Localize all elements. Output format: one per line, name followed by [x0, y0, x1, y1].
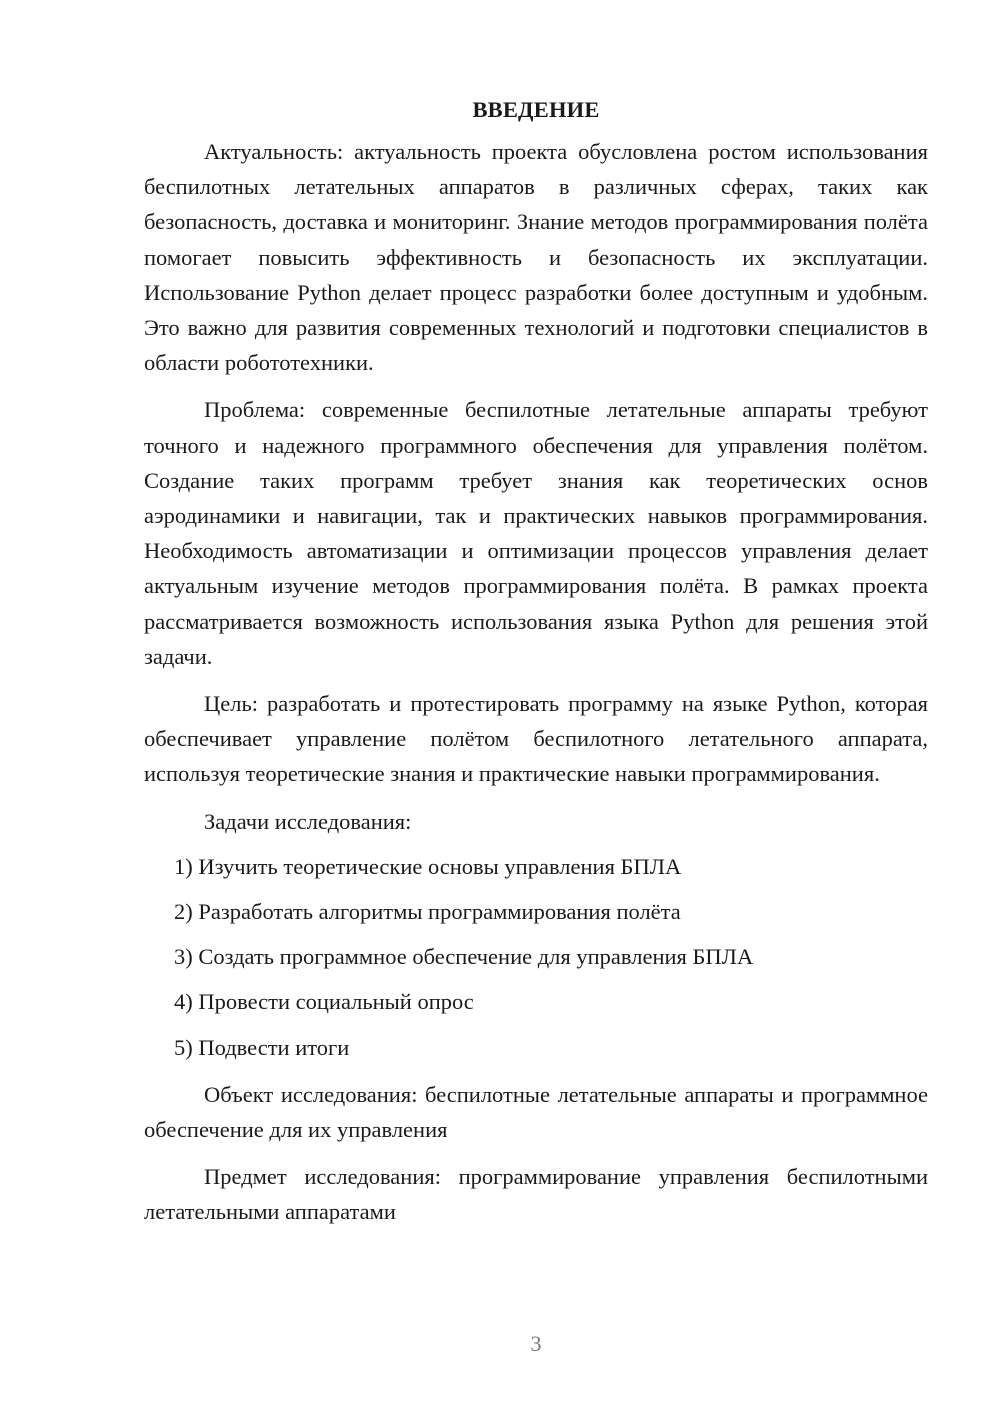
list-item: 2) Разработать алгоритмы программирования полёта [174, 899, 681, 925]
problem-paragraph: Проблема: современные беспилотные летательные аппараты требуют точного и надежного программного обеспечения для управления полётом. Создание таких программ требует знания как теоретических основ аэродинамики и навигации, так и практических навыков программирования. Необходимость автоматизации и оптимизации процессов управления делает актуальным изучение методов программирования полёта. В рамках проекта рассматривается возможность использования языка Python для решения этой задачи. [144, 397, 928, 669]
page-number: 3 [530, 1331, 542, 1356]
object-paragraph: Объект исследования: беспилотные летательные аппараты и программное обеспечение для их управления [144, 1081, 928, 1143]
tasks-list [144, 849, 928, 1065]
page-title: ВВЕДЕНИЕ [472, 97, 600, 122]
list-item: 1) Изучить теоретические основы управления БПЛА [174, 853, 682, 879]
tasks-intro: Задачи исследования: [204, 808, 412, 834]
list-item: 3) Создать программное обеспечение для управления БПЛА [174, 944, 754, 970]
list-item: 4) Провести социальный опрос [174, 989, 474, 1015]
relevance-paragraph: Актуальность: актуальность проекта обусловлена ростом использования беспилотных летательных аппаратов в различных сферах, таких как безопасность, доставка и мониторинг. Знание методов программирования полёта помогает повысить эффективность и безопасность их эксплуатации. Использование Python делает процесс разработки более доступным и удобным. Это важно для развития современных технологий и подготовки специалистов в области робототехники. [144, 139, 928, 376]
document-page [144, 88, 928, 1230]
goal-paragraph: Цель: разработать и протестировать программу на языке Python, которая обеспечивает управление полётом беспилотного летательного аппарата, используя теоретические знания и практические навыки программирования. [144, 691, 928, 787]
subject-paragraph: Предмет исследования: программирование управления беспилотными летательными аппаратами [144, 1164, 928, 1225]
list-item: 5) Подвести итоги [174, 1034, 350, 1060]
